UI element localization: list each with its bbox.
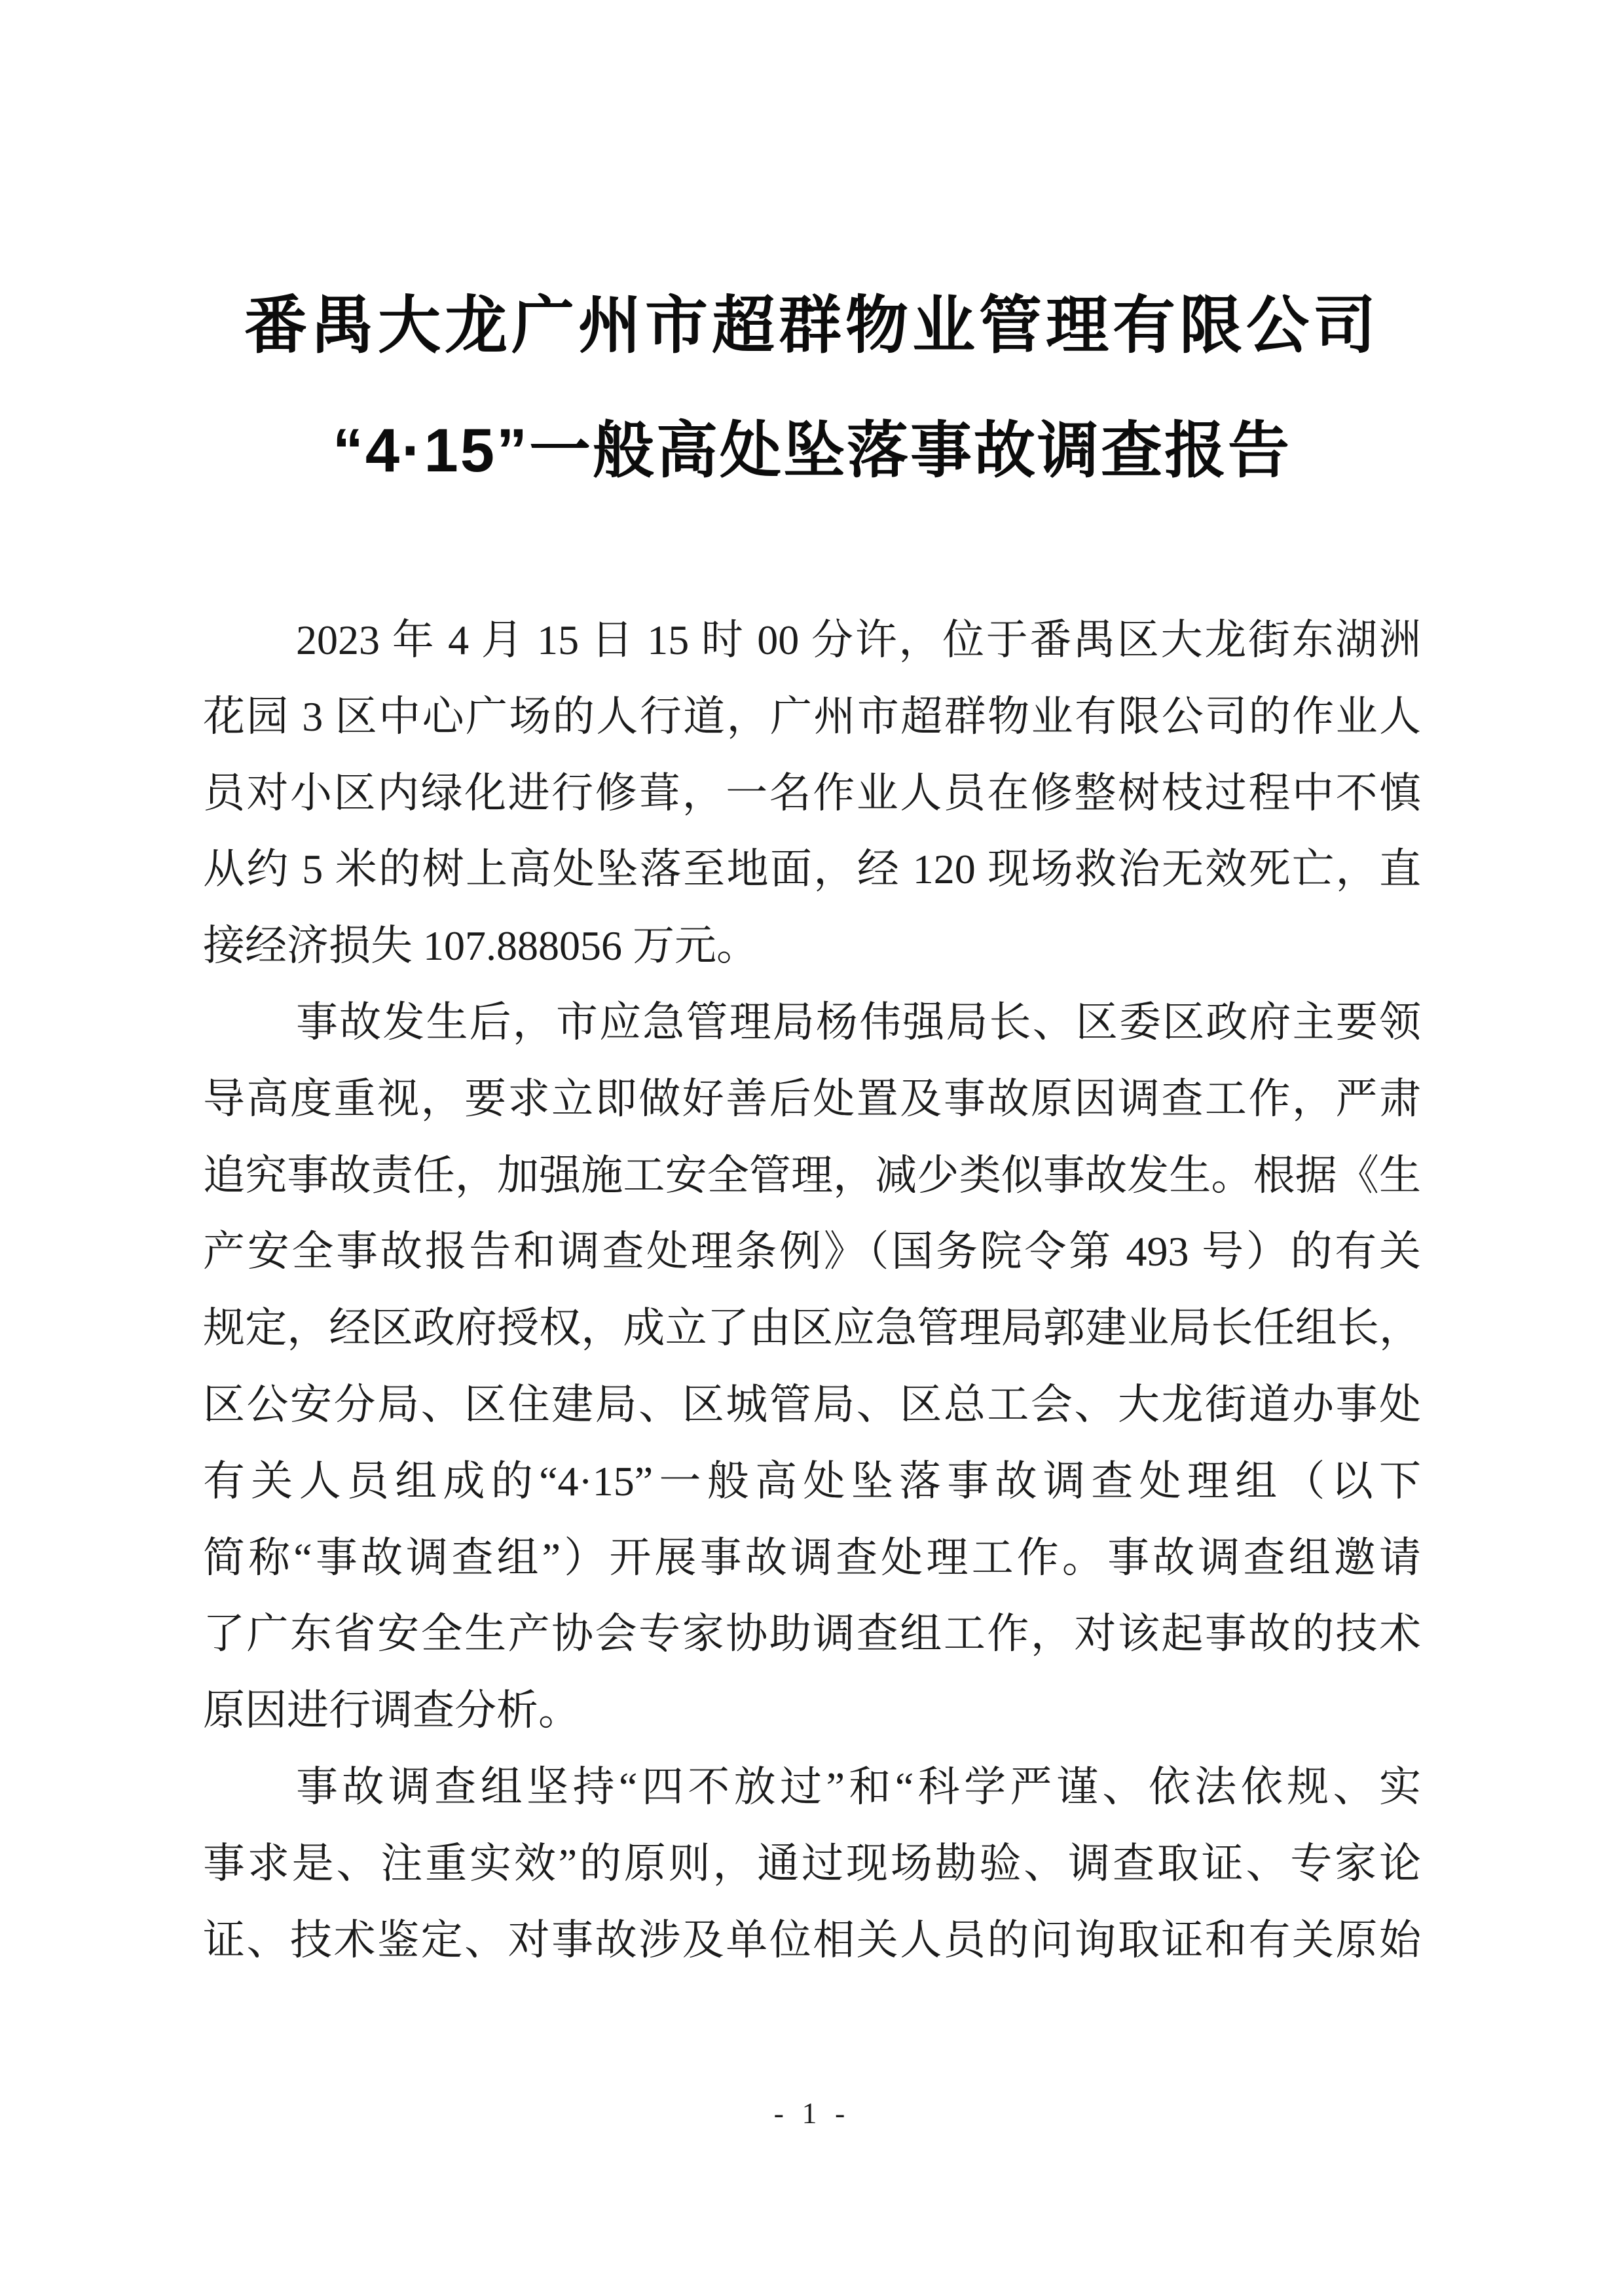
document-title-line-2: “4·15”一般高处坠落事故调查报告 [332,416,1292,484]
body-line: 了广东省安全生产协会专家协助调查组工作，对该起事故的技术 [203,1611,1421,1658]
body-line: 规定，经区政府授权，成立了由区应急管理局郭建业局长任组长， [203,1305,1421,1352]
body-line: 简称“事故调查组”）开展事故调查处理工作。事故调查组邀请 [203,1534,1421,1581]
body-line: 导高度重视，要求立即做好善后处置及事故原因调查工作，严肃 [203,1075,1421,1122]
body-line: 原因进行调查分析。 [203,1687,580,1734]
body-line: 事求是、注重实效”的原则，通过现场勘验、调查取证、专家论 [203,1840,1421,1887]
body-line: 区公安分局、区住建局、区城管局、区总工会、大龙街道办事处 [203,1381,1421,1428]
body-line: 事故发生后，市应急管理局杨伟强局长、区委区政府主要领 [296,998,1421,1046]
document-title-line-1: 番禺大龙广州市超群物业管理有限公司 [244,291,1380,361]
body-line: 员对小区内绿化进行修葺，一名作业人员在修整树枝过程中不慎 [203,769,1421,816]
body-line: 接经济损失 107.888056 万元。 [203,922,758,970]
body-line: 事故调查组坚持“四不放过”和“科学严谨、依法依规、实 [296,1763,1421,1810]
body-line: 2023 年 4 月 15 日 15 时 00 分许，位于番禺区大龙街东湖洲 [296,617,1421,663]
document-body [203,602,1421,1978]
body-line: 产安全事故报告和调查处理条例》（国务院令第 493 号）的有关 [203,1228,1421,1275]
body-line: 有关人员组成的“4·15”一般高处坠落事故调查处理组（以下 [203,1457,1421,1504]
body-line: 追究事故责任，加强施工安全管理，减少类似事故发生。根据《生 [203,1152,1421,1199]
body-line: 花园 3 区中心广场的人行道，广州市超群物业有限公司的作业人 [203,693,1421,740]
page-number: - 1 - [773,2096,851,2130]
body-line: 证、技术鉴定、对事故涉及单位相关人员的问询取证和有关原始 [203,1916,1421,1963]
body-line: 从约 5 米的树上高处坠落至地面，经 120 现场救治无效死亡，直 [203,846,1421,893]
